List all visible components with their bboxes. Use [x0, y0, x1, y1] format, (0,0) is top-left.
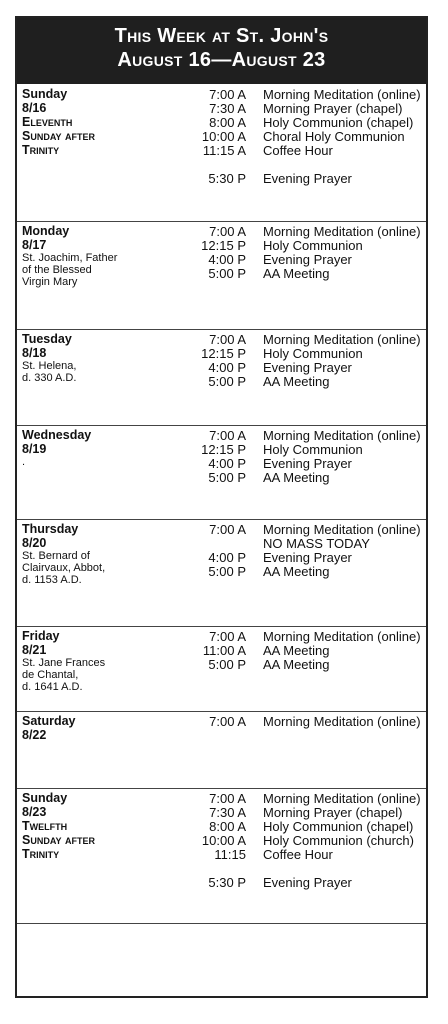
event-name: Morning Meditation (online): [263, 332, 421, 347]
event-row: [17, 806, 426, 820]
event-name: Holy Communion (church): [263, 833, 414, 848]
saint-note: d. 1153 A.D.: [22, 574, 82, 586]
event-row: [17, 792, 426, 806]
event-row: [17, 862, 426, 876]
day-date: 8/17: [22, 238, 47, 252]
saint-note: of the Blessed: [22, 264, 92, 276]
saint-note: Virgin Mary: [22, 276, 78, 288]
day-section: [17, 626, 426, 712]
event-row: [17, 172, 426, 186]
event-time: 12:15 P: [201, 442, 246, 457]
day-name: Saturday: [22, 714, 76, 728]
event-time: 4:00 P: [208, 456, 246, 471]
event-row: [17, 443, 426, 457]
event-time: 7:00 A: [209, 224, 246, 239]
event-name: Evening Prayer: [263, 456, 352, 471]
feast-title: Sunday after: [22, 129, 95, 143]
event-name: AA Meeting: [263, 266, 330, 281]
event-row: [17, 116, 426, 130]
event-name: AA Meeting: [263, 657, 330, 672]
day-name: Sunday: [22, 791, 68, 805]
event-name: AA Meeting: [263, 470, 330, 485]
event-row: [17, 537, 426, 551]
schedule-header: [17, 18, 426, 84]
saint-note: d. 330 A.D.: [22, 372, 77, 384]
saint-note: St. Helena,: [22, 360, 77, 372]
day-section: [17, 519, 426, 627]
event-name: Holy Communion: [263, 346, 363, 361]
day-section: [17, 788, 426, 924]
event-time: 8:00 A: [209, 115, 246, 130]
event-name: Coffee Hour: [263, 143, 333, 158]
event-time: 5:00 P: [208, 266, 246, 281]
day-name: Sunday: [22, 87, 68, 101]
saint-note: de Chantal,: [22, 669, 79, 681]
event-time: 5:00 P: [208, 657, 246, 672]
event-name: Morning Meditation (online): [263, 224, 421, 239]
feast-title: Sunday after: [22, 833, 95, 847]
event-row: [17, 457, 426, 471]
event-time: 7:00 A: [209, 87, 246, 102]
event-time: 4:00 P: [208, 252, 246, 267]
event-name: Holy Communion (chapel): [263, 115, 414, 130]
event-time: 10:00 A: [201, 129, 246, 144]
event-row: [17, 658, 426, 672]
event-time: 12:15 P: [201, 238, 246, 253]
event-row: [17, 820, 426, 834]
saint-note: .: [22, 456, 26, 468]
day-name: Wednesday: [22, 428, 92, 442]
saint-note: St. Joachim, Father: [22, 252, 118, 264]
saint-note: d. 1641 A.D.: [22, 681, 83, 693]
event-name: Morning Meditation (online): [263, 87, 421, 102]
event-row: [17, 715, 426, 729]
event-name: Evening Prayer: [263, 252, 352, 267]
event-time: 5:30 P: [208, 171, 246, 186]
event-row: [17, 523, 426, 537]
event-row: [17, 876, 426, 890]
event-time: 11:15: [214, 847, 246, 862]
event-time: 7:00 A: [209, 714, 246, 729]
feast-title: Eleventh: [22, 115, 73, 129]
event-row: [17, 471, 426, 485]
event-name: Evening Prayer: [263, 550, 352, 565]
event-time: 7:00 A: [209, 332, 246, 347]
day-date: 8/23: [22, 805, 47, 819]
event-time: 10:00 A: [201, 833, 246, 848]
event-name: Morning Meditation (online): [263, 714, 421, 729]
event-name: Morning Meditation (online): [263, 791, 421, 806]
event-row: [17, 361, 426, 375]
day-section: [17, 84, 426, 222]
event-name: AA Meeting: [263, 564, 330, 579]
event-row: [17, 375, 426, 389]
event-time: 5:30 P: [208, 875, 246, 890]
event-name: Holy Communion: [263, 442, 363, 457]
event-time: 4:00 P: [208, 550, 246, 565]
event-name: Coffee Hour: [263, 847, 333, 862]
event-time: 5:00 P: [208, 564, 246, 579]
day-date: 8/20: [22, 536, 47, 550]
event-name: AA Meeting: [263, 374, 330, 389]
event-row: [17, 333, 426, 347]
event-name: Evening Prayer: [263, 171, 352, 186]
event-time: 5:00 P: [208, 470, 246, 485]
event-name: NO MASS TODAY: [263, 536, 370, 551]
feast-title: Trinity: [22, 847, 60, 861]
event-time: 11:00 A: [202, 643, 246, 658]
event-time: 12:15 P: [201, 346, 246, 361]
event-name: Morning Meditation (online): [263, 522, 421, 537]
day-date: 8/16: [22, 101, 47, 115]
saint-note: St. Jane Frances: [22, 657, 106, 669]
day-date: 8/18: [22, 346, 47, 360]
event-row: [17, 644, 426, 658]
event-name: Holy Communion: [263, 238, 363, 253]
day-name: Friday: [22, 629, 60, 643]
event-name: Choral Holy Communion: [263, 129, 405, 144]
event-row: [17, 144, 426, 158]
event-time: 4:00 P: [208, 360, 246, 375]
event-row: [17, 848, 426, 862]
feast-title: Twelfth: [22, 819, 68, 833]
event-name: Evening Prayer: [263, 360, 352, 375]
event-name: Morning Prayer (chapel): [263, 101, 403, 116]
day-section: [17, 221, 426, 330]
event-time: 7:30 A: [209, 101, 246, 116]
day-date: 8/21: [22, 643, 47, 657]
event-row: [17, 630, 426, 644]
event-row: [17, 253, 426, 267]
day-date: 8/19: [22, 442, 47, 456]
event-time: 7:00 A: [209, 522, 246, 537]
header-date-range: August 16—August 23: [117, 49, 326, 71]
event-row: [17, 102, 426, 116]
day-section: [17, 329, 426, 426]
event-row: [17, 429, 426, 443]
event-time: 11:15 A: [202, 143, 246, 158]
day-section: [17, 711, 426, 789]
event-name: Evening Prayer: [263, 875, 352, 890]
header-title: This Week at St. John's: [114, 25, 329, 47]
event-row: [17, 88, 426, 102]
event-time: 7:00 A: [209, 629, 246, 644]
event-row: [17, 225, 426, 239]
saint-note: Clairvaux, Abbot,: [22, 562, 106, 574]
event-row: [17, 239, 426, 253]
event-row: [17, 551, 426, 565]
event-time: 5:00 P: [208, 374, 246, 389]
event-name: Holy Communion (chapel): [263, 819, 414, 834]
event-row: [17, 158, 426, 172]
event-time: 7:00 A: [209, 791, 246, 806]
event-row: [17, 347, 426, 361]
day-section: [17, 425, 426, 520]
event-time: 7:30 A: [209, 805, 246, 820]
day-date: 8/22: [22, 728, 47, 742]
event-row: [17, 565, 426, 579]
feast-title: Trinity: [22, 143, 60, 157]
day-name: Tuesday: [22, 332, 72, 346]
event-name: Morning Prayer (chapel): [263, 805, 403, 820]
event-row: [17, 130, 426, 144]
event-name: Morning Meditation (online): [263, 629, 421, 644]
event-time: 7:00 A: [209, 428, 246, 443]
schedule-card: [15, 16, 428, 998]
event-name: Morning Meditation (online): [263, 428, 421, 443]
event-name: AA Meeting: [263, 643, 330, 658]
event-time: 8:00 A: [209, 819, 246, 834]
saint-note: St. Bernard of: [22, 550, 90, 562]
event-row: [17, 834, 426, 848]
day-name: Monday: [22, 224, 70, 238]
day-name: Thursday: [22, 522, 79, 536]
event-row: [17, 267, 426, 281]
